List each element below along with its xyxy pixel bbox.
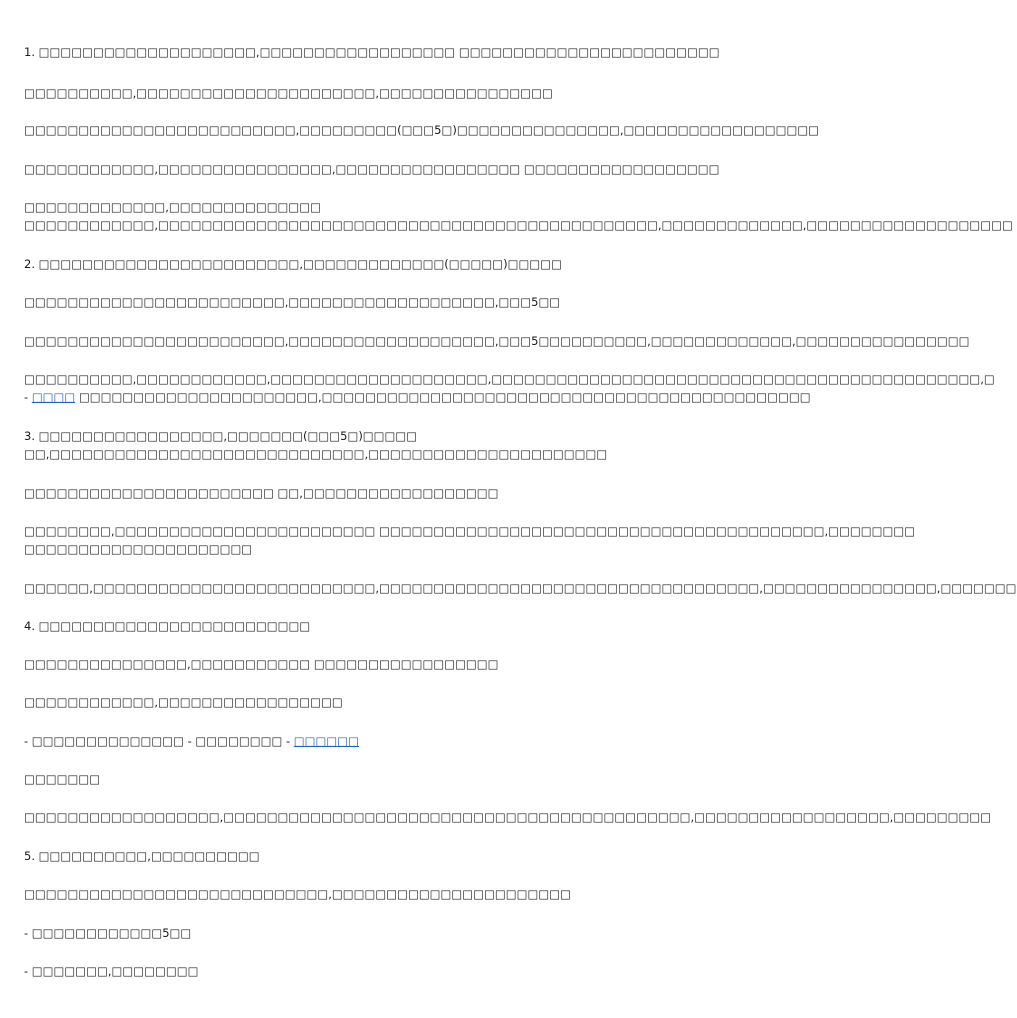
paragraph-2-line-3: □□□□□□□□□□□□□□□□□□□□□□□□,□□□□□□□□□□□□□□□□□□□,□□□5□□□□□□□□□□,□□□□□□□□□□□□□,□□□□□□□□□□□□□□□□ (24, 334, 970, 348)
paragraph-4-line-2: □□□□□□□□□□□□□□□,□□□□□□□□□□□ □□□□□□□□□□□□□□□□□ (24, 657, 499, 671)
list-dash: - (24, 390, 29, 404)
paragraph-3-line-6: □□□□□□,□□□□□□□□□□□□□□□□□□□□□□□□□□,□□□□□□□□□□□□□□□□□□□□□□□□□□□□□□□□□□□,□□□□□□□□□□□□□□□□,□□□□□□□ (24, 581, 1017, 595)
paragraph-4-line-6: □□□□□□□□□□□□□□□□□□,□□□□□□□□□□□□□□□□□□□□□□□□□□□□□□□□□□□□□□□□□□□,□□□□□□□□□□□□□□□□□□,□□□□□□□□□ (24, 810, 992, 824)
paragraph-4-line-3: □□□□□□□□□□□□,□□□□□□□□□□□□□□□□□ (24, 695, 343, 709)
section-5-heading: 5. □□□□□□□□□□,□□□□□□□□□□ (24, 849, 260, 863)
paragraph-2-line-5-text: □□□□□□□□□□□□□□□□□□□□□□,□□□□□□□□□□□□□□□□□□□□□□□□□□□□□□□□□□□□□□□□□□□□□ (78, 390, 811, 404)
paragraph-2-line-2: □□□□□□□□□□□□□□□□□□□□□□□□,□□□□□□□□□□□□□□□□□□□,□□□5□□ (24, 295, 561, 309)
paragraph-1-line-4: □□□□□□□□□□□□,□□□□□□□□□□□□□□□□,□□□□□□□□□□□□□□□□□ □□□□□□□□□□□□□□□□□□ (24, 162, 720, 176)
paragraph-3-line-5: □□□□□□□□□□□□□□□□□□□□□ (24, 542, 253, 556)
list-item-5-2: - □□□□□□□,□□□□□□□□ (24, 964, 199, 978)
paragraph-5-line-2: □□□□□□□□□□□□□□□□□□□□□□□□□□□□,□□□□□□□□□□□□□□□□□□□□□□ (24, 887, 571, 901)
paragraph-3-line-2: □□,□□□□□□□□□□□□□□□□□□□□□□□□□□□□□,□□□□□□□□□□□□□□□□□□□□□□ (24, 447, 608, 461)
inline-link-2[interactable]: □□□□□□ (293, 734, 359, 748)
paragraph-1-line-3: □□□□□□□□□□□□□□□□□□□□□□□□□,□□□□□□□□□(□□□5□)□□□□□□□□□□□□□□□,□□□□□□□□□□□□□□□□□□ (24, 123, 820, 137)
paragraph-2-line-4: □□□□□□□□□□,□□□□□□□□□□□□,□□□□□□□□□□□□□□□□□□□□,□□□□□□□□□□□□□□□□□□□□□□□□□□□□□□□□□□□□□□□□□□□□□,□ (24, 372, 995, 386)
paragraph-1-line-5b: □□□□□□□□□□□□,□□□□□□□□□□□□□□□□□□□□□□□□□□□□□□□□□□□□□□□□□□□□□□,□□□□□□□□□□□□□,□□□□□□□□□□□□□□□□□□□ (24, 218, 1013, 232)
inline-link-1[interactable]: □□□□ (31, 390, 76, 404)
paragraph-1-line-2: □□□□□□□□□□,□□□□□□□□□□□□□□□□□□□□□□,□□□□□□□□□□□□□□□□ (24, 86, 553, 100)
list-item-5-1: - □□□□□□□□□□□□5□□ (24, 926, 192, 940)
paragraph-2-line-5 (24, 389, 811, 405)
paragraph-4-line-5: □□□□□□□ (24, 772, 101, 786)
paragraph-4-line-4 (24, 733, 359, 749)
section-3-heading: 3. □□□□□□□□□□□□□□□□□,□□□□□□□(□□□5□)□□□□□ (24, 429, 418, 443)
paragraph-1-line-5a: □□□□□□□□□□□□□,□□□□□□□□□□□□□□ (24, 200, 322, 214)
section-2-heading: 2. □□□□□□□□□□□□□□□□□□□□□□□□,□□□□□□□□□□□□□(□□□□□)□□□□□ (24, 257, 562, 271)
list-items-text: - □□□□□□□□□□□□□□ - □□□□□□□□ - (24, 734, 291, 748)
paragraph-3-line-4: □□□□□□□□,□□□□□□□□□□□□□□□□□□□□□□□□ □□□□□□□□□□□□□□□□□□□□□□□□□□□□□□□□□□□□□□□□□,□□□□□□□□ (24, 524, 916, 538)
paragraph-3-line-3: □□□□□□□□□□□□□□□□□□□□□□□ □□,□□□□□□□□□□□□□□□□□□ (24, 486, 499, 500)
paragraph-1-line-1: 1. □□□□□□□□□□□□□□□□□□□□,□□□□□□□□□□□□□□□□□□ □□□□□□□□□□□□□□□□□□□□□□□□ (24, 45, 720, 59)
section-4-heading: 4. □□□□□□□□□□□□□□□□□□□□□□□□□ (24, 619, 311, 633)
document-page (24, 0, 1017, 1018)
